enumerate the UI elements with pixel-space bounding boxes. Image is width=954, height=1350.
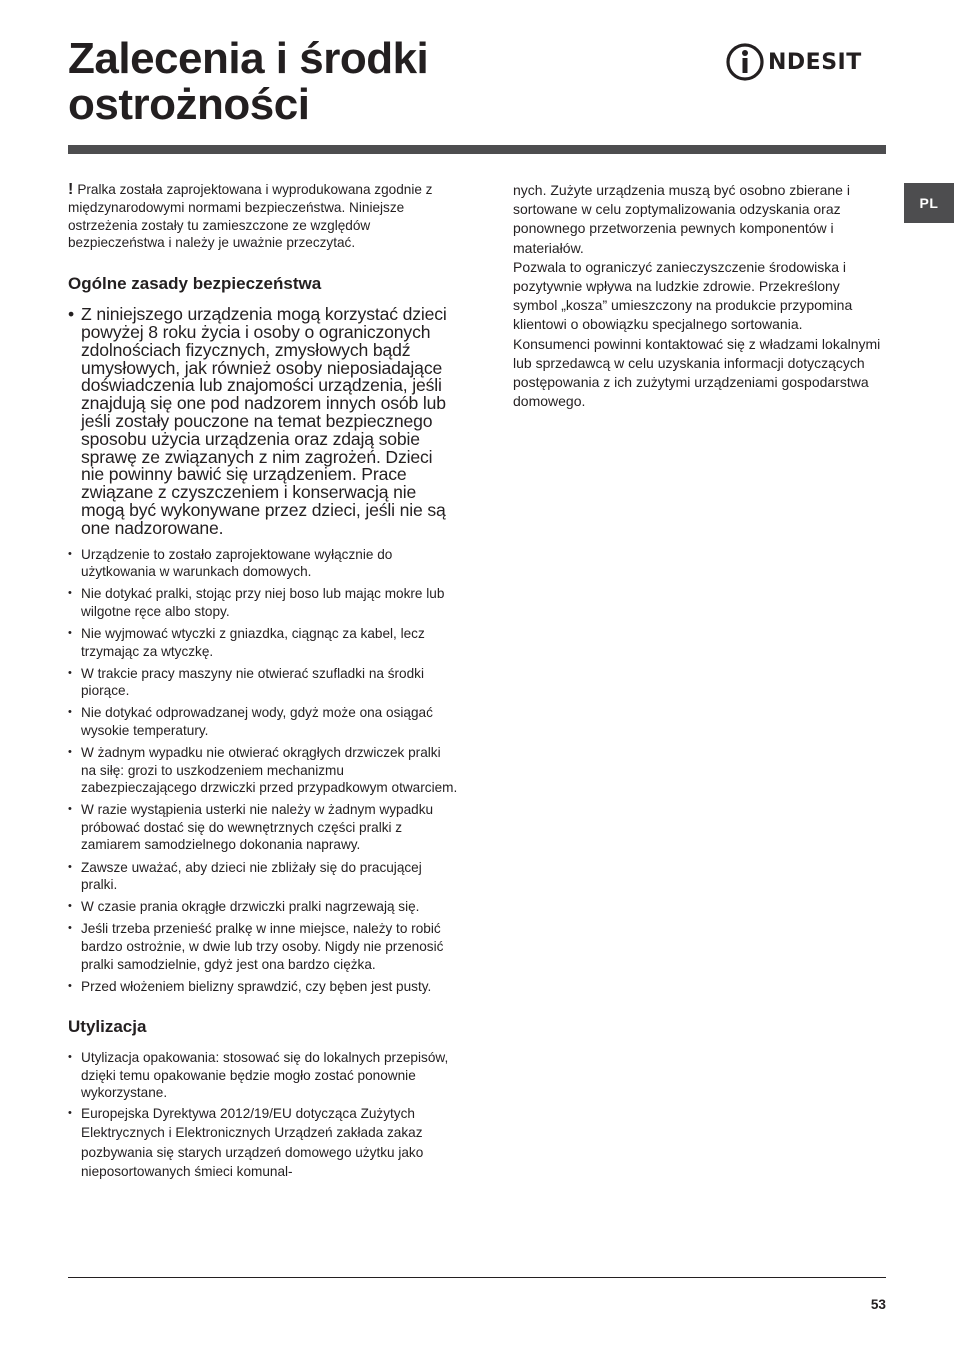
list-item-text: Nie wyjmować wtyczki z gniazdka, ciągnąc za kabel, lecz trzymając za wtyczkę. [81, 625, 425, 659]
list-item-text: Europejska Dyrektywa 2012/19/EU dotycząca Zużytych Elektrycznych i Elektronicznych Urządzeń zakłada zakaz pozbywania się starych urządzeń domowego użytku jako nieposortowanych śmieci komunal- [81, 1105, 424, 1180]
disposal-environment-paragraph: Pozwala to ograniczyć zanieczyszczenie środowiska i pozytywnie wpływa na ludzkie zdrowie. Przekreślony symbol „kosza” umieszczony na produkcie przypomina klientowi o obowiązku specjalnego sortowania. [513, 258, 853, 333]
indesit-i-logo-icon [726, 42, 764, 82]
bullet-icon: • [68, 900, 72, 913]
list-item [68, 665, 458, 700]
list-item [68, 898, 458, 916]
bullet-icon: • [68, 979, 72, 992]
list-item-text: Nie dotykać pralki, stojąc przy niej boso lub mając mokre lub wilgotne ręce albo stopy. [81, 586, 445, 619]
list-item [68, 978, 458, 996]
list-item-text: Jeśli trzeba przenieść pralkę w inne miejsce, należy to robić bardzo ostrożnie, w dwie lub trzy osoby. Nigdy nie przenosić pralki samodzielnie, gdyż jest ona bardzo ciężka. [81, 921, 444, 972]
list-item-text: Utylizacja opakowania: stosować się do lokalnych przepisów, dzięki temu opakowanie będzie mogło zostać ponownie wykorzystane. [81, 1050, 449, 1101]
list-item-text: W czasie prania okrągłe drzwiczki pralki nagrzewają się. [81, 899, 420, 915]
highlight-item-text: Z niniejszego urządzenia mogą korzystać dzieci powyżej 8 roku życia i osoby o ograniczonych zdolnościach fizycznych, zmysłowych bądź umysłowych, jak również osoby nieposiadające doświadczenia lub znajomości urządzenia, jeśli znajdują się one pod nadzorem innych osób lub jeśli zostały pouczone na temat bezpiecznego sposobu użycia urządzenia oraz zdają sobie sprawę ze związanych z nim zagrożeń. Dzieci nie powinny bawić się urządzeniem. Prace związane z czyszczeniem i konserwacją nie mogą być wykonywane przez dzieci, jeśli nie są one nadzorowane. [81, 304, 447, 538]
list-item-text: W razie wystąpienia usterki nie należy w żadnym wypadku próbować dostać się do wewnętrznych części pralki z zamiarem samodzielnego dokonania naprawy. [81, 802, 434, 853]
list-item [68, 920, 458, 973]
list-item [68, 1104, 458, 1182]
disposal-heading: Utylizacja [68, 1017, 147, 1037]
intro-text: Pralka została zaprojektowana i wyprodukowana zgodnie z międzynarodowymi normami bezpieczeństwa. Niniejsze ostrzeżenia zostały tu zamieszczone ze względów bezpieczeństwa i należy je uważnie przeczytać. [68, 182, 433, 251]
safety-list [68, 546, 458, 996]
left-column [68, 181, 458, 1184]
list-item [68, 801, 458, 854]
bullet-icon: • [68, 666, 72, 679]
bullet-icon: • [68, 587, 72, 600]
disposal-continuation-paragraph: nych. Zużyte urządzenia muszą być osobno zbierane i sortowane w celu zoptymalizowania odzyskania oraz ponownego przetworzenia pewnych komponentów i materiałów. [513, 182, 850, 256]
list-item-text: Urządzenie to zostało zaprojektowane wyłącznie do użytkowania w warunkach domowych. [81, 546, 393, 580]
bullet-icon: • [68, 547, 72, 560]
bullet-icon: • [68, 626, 72, 639]
disposal-consumer-paragraph: Konsumenci powinni kontaktować się z władzami lokalnymi lub sprzedawcą w celu uzyskania informacji dotyczących postępowania z ich zużytymi urządzeniami gospodarstwa domowego. [513, 335, 881, 410]
list-item [68, 744, 458, 797]
list-item [68, 859, 458, 894]
indesit-logo [726, 42, 888, 82]
footer-divider [68, 1277, 886, 1278]
general-safety-heading: Ogólne zasady bezpieczeństwa [68, 274, 322, 294]
list-item-text: W żadnym wypadku nie otwierać okrągłych drzwiczek pralki na siłę: grozi to uszkodzeniem mechanizmu zabezpieczającego drzwiczki przed przypadkowym otwarciem. [81, 744, 458, 796]
bullet-icon: • [68, 745, 72, 758]
bullet-icon: • [68, 706, 72, 719]
warning-icon: ! [68, 181, 74, 198]
bullet-icon: • [68, 1106, 72, 1119]
right-column [513, 181, 888, 411]
intro-paragraph [68, 181, 458, 252]
list-item [68, 704, 458, 739]
header-divider [68, 145, 886, 154]
list-item-text: Przed włożeniem bielizny sprawdzić, czy bęben jest pusty. [81, 978, 432, 994]
page-title-line-1: Zalecenia i środki [68, 34, 429, 83]
list-item [68, 625, 458, 660]
bullet-icon: • [68, 1051, 72, 1064]
bullet-icon: • [68, 860, 72, 873]
list-item-text: Nie dotykać odprowadzanej wody, gdyż może ona osiągać wysokie temperatury. [81, 705, 433, 738]
bullet-icon: • [68, 304, 75, 325]
bullet-icon: • [68, 922, 72, 935]
list-item [68, 1049, 458, 1102]
list-item [68, 585, 458, 620]
highlight-list-item [68, 306, 458, 537]
page-title-line-2: ostrożności [68, 80, 310, 129]
list-item-text: Zawsze uważać, aby dzieci nie zbliżały się do pracującej pralki. [81, 859, 422, 893]
list-item-text: W trakcie pracy maszyny nie otwierać szufladki na środki piorące. [81, 665, 424, 699]
disposal-list [68, 1049, 458, 1181]
language-tab: PL [904, 183, 954, 223]
list-item [68, 546, 458, 581]
logo-wordmark: NDESIT [768, 49, 862, 75]
page-number: 53 [870, 1297, 886, 1312]
page-title [68, 36, 588, 128]
bullet-icon: • [68, 803, 72, 816]
